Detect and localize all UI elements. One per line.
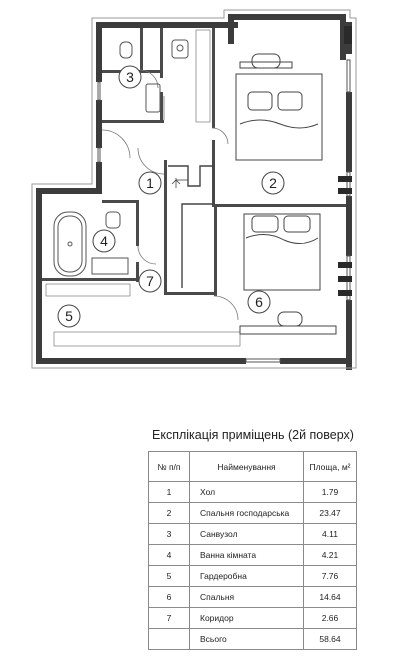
row-name: Спальня bbox=[190, 587, 304, 608]
row-number: 1 bbox=[149, 482, 190, 503]
wardrobe-rail-vertical bbox=[196, 30, 210, 122]
explication-table bbox=[148, 451, 357, 650]
table-total-row bbox=[149, 629, 357, 650]
room-marker-3 bbox=[119, 66, 141, 88]
table-row bbox=[149, 503, 357, 524]
table-row bbox=[149, 482, 357, 503]
row-name: Ванна кімната bbox=[190, 545, 304, 566]
table-row bbox=[149, 608, 357, 629]
explication-caption: Експлікація приміщень (2й поверх) bbox=[152, 428, 354, 442]
row-number: 6 bbox=[149, 587, 190, 608]
bed-bedroom-6 bbox=[244, 214, 320, 290]
exterior-walls bbox=[36, 14, 352, 370]
room-marker-6 bbox=[248, 291, 270, 313]
row-area: 23.47 bbox=[304, 503, 357, 524]
row-area: 2.66 bbox=[304, 608, 357, 629]
room-number: 2 bbox=[269, 175, 277, 191]
room-number: 7 bbox=[146, 273, 154, 289]
row-name: Гардеробна bbox=[190, 566, 304, 587]
row-area: 7.76 bbox=[304, 566, 357, 587]
interior-walls bbox=[42, 28, 346, 296]
table-header-row bbox=[149, 452, 357, 482]
table-row bbox=[149, 524, 357, 545]
row-name: Спальня господарська bbox=[190, 503, 304, 524]
desk-bedroom-6 bbox=[240, 312, 336, 334]
bed-master bbox=[236, 74, 322, 160]
total-area: 58.64 bbox=[304, 629, 357, 650]
room-marker-4 bbox=[93, 230, 115, 252]
row-number: 7 bbox=[149, 608, 190, 629]
row-number: 4 bbox=[149, 545, 190, 566]
row-number: 2 bbox=[149, 503, 190, 524]
header-number: № п/п bbox=[149, 452, 190, 482]
room-marker-5 bbox=[58, 305, 80, 327]
room-marker-7 bbox=[139, 270, 161, 292]
room-number: 4 bbox=[100, 233, 108, 249]
room-marker-1 bbox=[139, 172, 161, 194]
staircase bbox=[168, 166, 214, 288]
table-row bbox=[149, 566, 357, 587]
desk-master bbox=[240, 54, 292, 68]
row-area: 4.21 bbox=[304, 545, 357, 566]
row-area: 14.64 bbox=[304, 587, 357, 608]
room-number: 1 bbox=[146, 175, 154, 191]
room-marker-2 bbox=[262, 172, 284, 194]
row-area: 4.11 bbox=[304, 524, 357, 545]
table-row bbox=[149, 545, 357, 566]
bathtub bbox=[54, 212, 86, 276]
row-name: Коридор bbox=[190, 608, 304, 629]
row-name: Санвузол bbox=[190, 524, 304, 545]
windows bbox=[98, 60, 350, 362]
total-number bbox=[149, 629, 190, 650]
room-number: 6 bbox=[255, 294, 263, 310]
room-number: 3 bbox=[126, 69, 134, 85]
doors bbox=[102, 70, 238, 320]
row-number: 3 bbox=[149, 524, 190, 545]
room-number: 5 bbox=[65, 308, 73, 324]
row-number: 5 bbox=[149, 566, 190, 587]
row-name: Хол bbox=[190, 482, 304, 503]
total-name: Всього bbox=[190, 629, 304, 650]
table-row bbox=[149, 587, 357, 608]
header-name: Найменування bbox=[190, 452, 304, 482]
header-area: Площа, м² bbox=[304, 452, 357, 482]
row-area: 1.79 bbox=[304, 482, 357, 503]
